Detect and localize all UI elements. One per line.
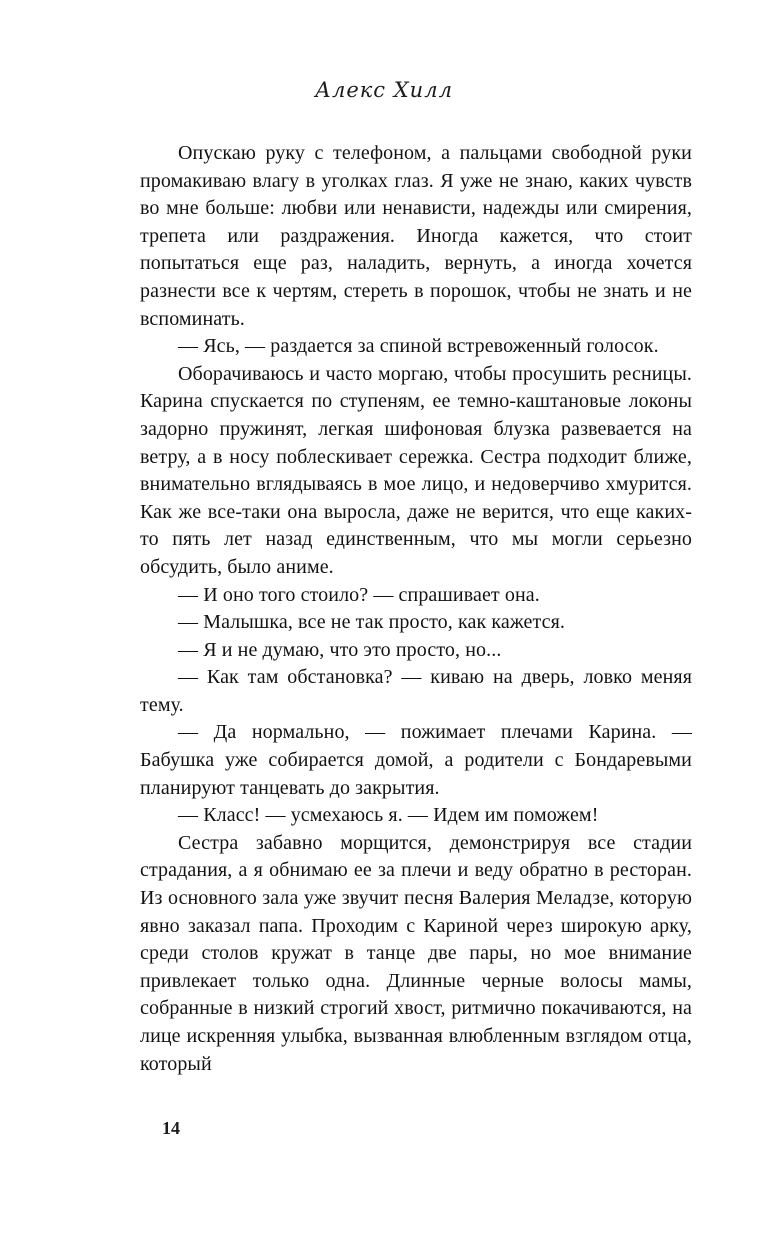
paragraph-dialogue: — Малышка, все не так просто, как кажется. <box>178 611 565 634</box>
page-number: 14 <box>162 1118 180 1138</box>
paragraph-dialogue: — Ясь, — раздается за спиной встревоженный голосок. <box>178 335 659 358</box>
paragraph-dialogue: — И оно того стоило? — спрашивает она. <box>178 583 540 606</box>
text-block <box>140 140 692 1078</box>
running-head-author: Алекс Хилл <box>315 78 453 102</box>
paragraph: Сестра забавно морщится, демонстрируя все стадии страдания, а я обнимаю ее за плечи и веду обратно в ресторан. Из основного зала уже звучит песня Валерия Меладзе, которую явно заказал папа. Проходим с Кариной через широкую арку, среди столов кружат в танце две пары, но мое внимание привлекает только одна. Длинные черные волосы мамы, собранные в низкий строгий хвост, ритмично покачиваются, на лице искренняя улыбка, вызванная влюбленным взглядом отца, который <box>140 831 692 1075</box>
paragraph: Опускаю руку с телефоном, а пальцами свободной руки промакиваю влагу в уголках глаз. Я уже не знаю, каких чувств во мне больше: любви или ненависти, надежды или смирения, трепета или раздражения. Иногда кажется, что стоит попытаться еще раз, наладить, вернуть, а иногда хочется разнести все к чертям, стереть в порошок, чтобы не знать и не вспоминать. <box>140 142 692 330</box>
paragraph-dialogue: — Да нормально, — пожимает плечами Карина. — Бабушка уже собирается домой, а родители с Бондаревыми планируют танцевать до закрытия. <box>140 721 692 799</box>
paragraph-dialogue: — Я и не думаю, что это просто, но... <box>178 638 502 661</box>
paragraph-dialogue: — Как там обстановка? — киваю на дверь, ловко меняя тему. <box>140 666 692 716</box>
paragraph: Оборачиваюсь и часто моргаю, чтобы просушить ресницы. Карина спускается по ступеням, ее темно-каштановые локоны задорно пружинят, легкая шифоновая блузка развевается на ветру, а в носу поблескивает сережка. Сестра подходит ближе, внимательно вглядываясь в мое лицо, и недоверчиво хмурится. Как же все-таки она выросла, даже не верится, что еще каких-то пять лет назад единственным, что мы могли серьезно обсудить, было аниме. <box>140 362 692 578</box>
paragraph-dialogue: — Класс! — усмехаюсь я. — Идем им поможем! <box>178 804 599 827</box>
